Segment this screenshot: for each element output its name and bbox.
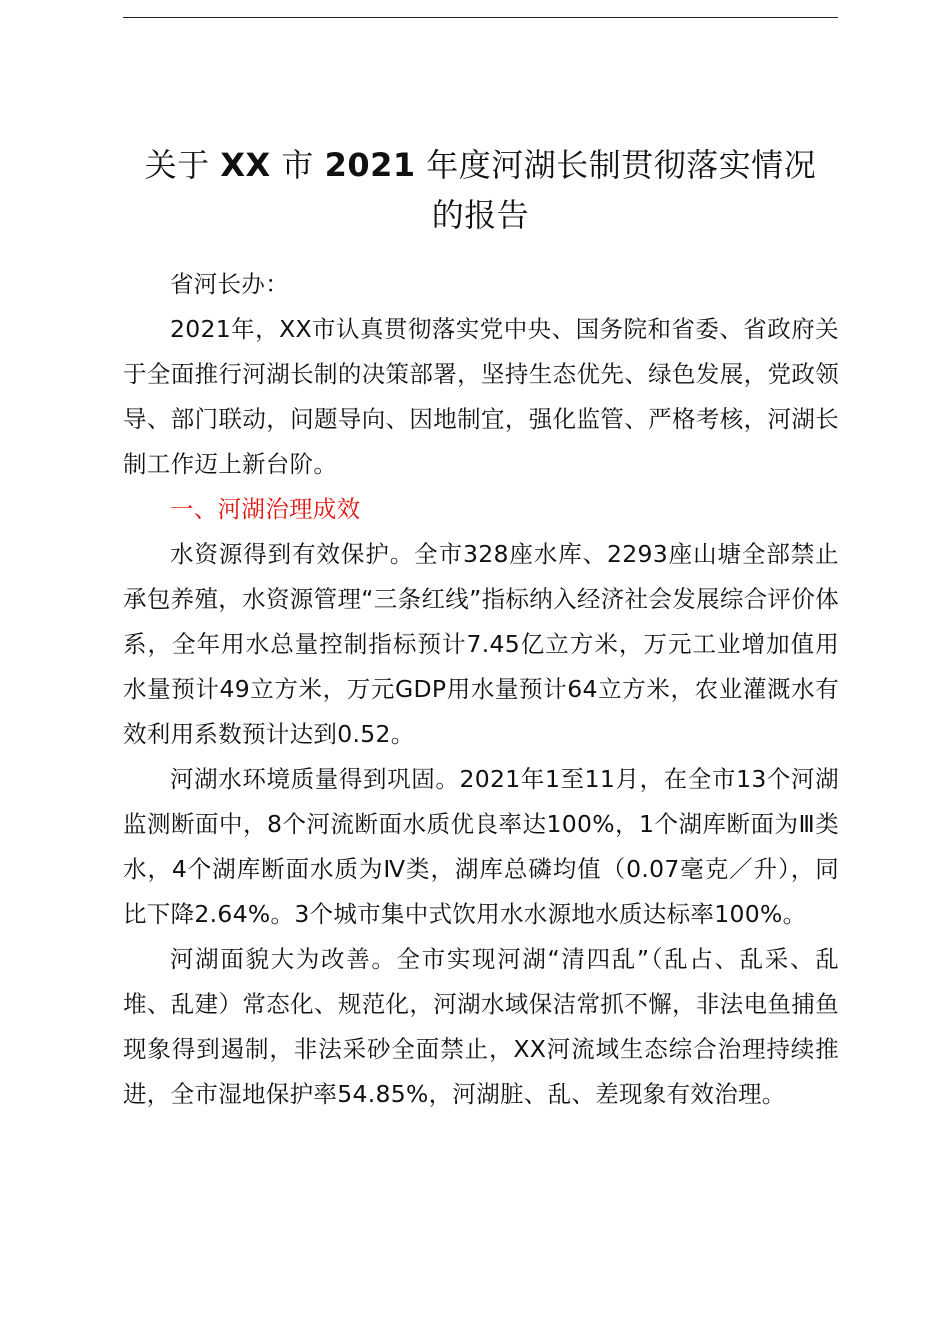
paragraph-water-quality: 河湖水环境质量得到巩固。2021年1至11月，在全市13个河湖监测断面中，8个河流断面水质优良率达100%，1个湖库断面为Ⅲ类水，4个湖库断面水质为Ⅳ类，湖库总磷均值（0.07毫克／升），同比下降2.64%。3个城市集中式饮用水水源地水质达标率100%。 — [123, 765, 839, 928]
paragraph-appearance: 河湖面貌大为改善。全市实现河湖“清四乱”（乱占、乱采、乱堆、乱建）常态化、规范化，河湖水域保洁常抓不懈，非法电鱼捕鱼现象得到遏制，非法采砂全面禁止，XX河流域生态综合治理持续推进，全市湿地保护率54.85%，河湖脏、乱、差现象有效治理。 — [123, 945, 839, 1108]
document-body — [123, 262, 839, 1117]
title-year: 2021 — [324, 146, 416, 184]
document-title — [112, 140, 849, 240]
title-city-suffix: 市 — [281, 146, 314, 184]
salutation: 省河长办： — [170, 270, 289, 298]
title-line2: 的报告 — [431, 196, 530, 234]
title-city: XX — [220, 146, 271, 184]
paragraph-water-resources: 水资源得到有效保护。全市328座水库、2293座山塘全部禁止承包养殖，水资源管理“三条红线”指标纳入经济社会发展综合评价体系，全年用水总量控制指标预计7.45亿立方米，万元工业增加值用水量预计49立方米，万元GDP用水量预计64立方米，农业灌溉水有效利用系数预计达到0.52。 — [123, 540, 839, 748]
section-heading: 一、河湖治理成效 — [170, 495, 361, 523]
header-rule — [123, 17, 838, 18]
title-suffix: 年度河湖长制贯彻落实情况 — [426, 146, 817, 184]
intro-paragraph: 2021年，XX市认真贯彻落实党中央、国务院和省委、省政府关于全面推行河湖长制的决策部署，坚持生态优先、绿色发展，党政领导、部门联动，问题导向、因地制宜，强化监管、严格考核，河湖长制工作迈上新台阶。 — [123, 315, 839, 478]
title-prefix: 关于 — [144, 146, 210, 184]
